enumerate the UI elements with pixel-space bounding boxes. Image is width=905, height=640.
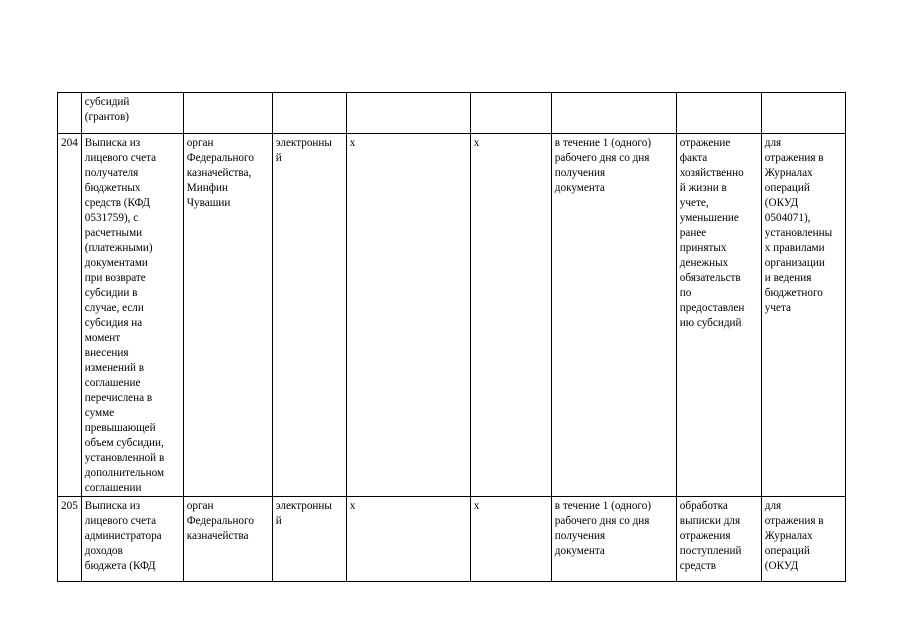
document-name-cell: субсидий (грантов) <box>81 93 183 134</box>
purpose-cell: отражение факта хозяйственно й жизни в учете, уменьшение ранее принятых денежных обязательств по предоставлен ию субсидий <box>676 134 761 497</box>
issuing-organization-cell: орган Федерального казначейства <box>183 497 272 582</box>
submission-term-cell: в течение 1 (одного) рабочего дня со дня получения документа <box>551 134 676 497</box>
row-number: 205 <box>58 497 82 582</box>
document-name-cell: Выписка из лицевого счета получателя бюджетных средств (КФД 0531759), с расчетными (платежными) документами при возврате субсидии в случае, если субсидия на момент внесения изменений в соглашение перечислена в сумме превышающей объем субсидии, установленной в дополнительном соглашении <box>81 134 183 497</box>
submission-term-cell <box>551 93 676 134</box>
submission-term-cell: в течение 1 (одного) рабочего дня со дня получения документа <box>551 497 676 582</box>
row-number <box>58 93 82 134</box>
column-6-cell: х <box>470 497 551 582</box>
table-row <box>58 497 846 582</box>
purpose-cell <box>676 93 761 134</box>
usage-cell: для отражения в Журналах операций (ОКУД 0504071), установленны х правилами организации и ведения бюджетного учета <box>761 134 845 497</box>
table-row <box>58 134 846 497</box>
table-row <box>58 93 846 134</box>
usage-cell <box>761 93 845 134</box>
issuing-organization-cell <box>183 93 272 134</box>
column-6-cell: х <box>470 134 551 497</box>
document-form-cell: электронны й <box>272 134 346 497</box>
row-number: 204 <box>58 134 82 497</box>
document-form-cell: электронны й <box>272 497 346 582</box>
document-table <box>57 92 846 582</box>
usage-cell: для отражения в Журналах операций (ОКУД <box>761 497 845 582</box>
document-name-cell: Выписка из лицевого счета администратора доходов бюджета (КФД <box>81 497 183 582</box>
document-form-cell <box>272 93 346 134</box>
column-5-cell: х <box>346 134 470 497</box>
column-5-cell: х <box>346 497 470 582</box>
purpose-cell: обработка выписки для отражения поступлений средств <box>676 497 761 582</box>
column-5-cell <box>346 93 470 134</box>
issuing-organization-cell: орган Федерального казначейства, Минфин Чувашии <box>183 134 272 497</box>
column-6-cell <box>470 93 551 134</box>
